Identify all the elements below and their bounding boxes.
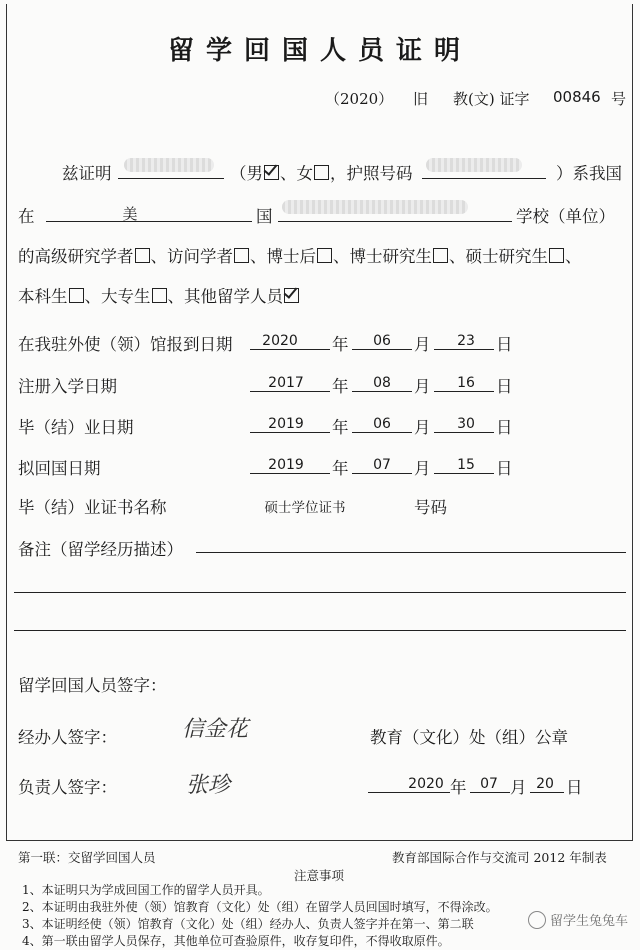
sign-month: 07	[480, 776, 498, 792]
register-month-char: 月	[414, 377, 431, 396]
undergrad-checkbox	[69, 288, 84, 303]
certificate-name: 硕士学位证书	[264, 500, 346, 516]
report-month: 06	[373, 333, 391, 349]
return-year-char: 年	[332, 459, 349, 478]
note-2: 2、本证明由我驻外使（领）馆教育（文化）处（组）在留学人员回国时填写，不得涂改。	[22, 900, 498, 914]
return-day-char: 日	[496, 459, 513, 478]
register-year-char: 年	[332, 377, 349, 396]
gender-row: （男 、女 ，护照号码	[230, 164, 413, 183]
return-month: 07	[373, 457, 391, 473]
register-date-label: 注册入学日期	[18, 377, 117, 396]
female-checkbox	[314, 165, 329, 180]
office-seal-label: 教育（文化）处（组）公章	[370, 728, 568, 747]
other-checkbox	[284, 288, 299, 303]
senior-scholar-checkbox	[135, 248, 150, 263]
sign-month-line	[470, 792, 510, 793]
footer-right: 教育部国际合作与交流司 2012 年制表	[392, 850, 607, 865]
school-redacted	[282, 200, 468, 214]
docno-prefix: 教(文) 证字	[453, 90, 530, 108]
register-day-line	[434, 391, 494, 392]
page-title: 留学回国人员证明	[167, 36, 472, 66]
return-month-line	[352, 473, 412, 474]
watermark-text: 留学生兔兔车	[549, 914, 628, 929]
notes-title: 注意事项	[294, 868, 345, 883]
master-checkbox	[549, 248, 564, 263]
watermark	[528, 910, 628, 929]
passport-redacted	[426, 158, 522, 172]
college-checkbox	[152, 288, 167, 303]
responsible-signature: 张珍	[186, 773, 231, 798]
male-checkbox	[264, 165, 279, 180]
report-year-char: 年	[332, 335, 349, 354]
border-left	[6, 4, 7, 840]
name-underline	[118, 178, 224, 179]
postdoc-checkbox	[317, 248, 332, 263]
graduate-year-line	[250, 432, 330, 433]
graduate-year-char: 年	[332, 418, 349, 437]
graduate-month-line	[352, 432, 412, 433]
sign-day: 20	[536, 776, 554, 792]
remarks-line-3	[14, 630, 626, 631]
sign-year-line	[368, 792, 450, 793]
return-day: 15	[457, 457, 475, 473]
graduate-day: 30	[457, 416, 475, 432]
docno-old: 旧	[413, 90, 429, 108]
register-month: 08	[373, 375, 391, 391]
docno-year: （2020）	[325, 90, 394, 108]
return-day-line	[434, 473, 494, 474]
note-1: 1、本证明只为学成回国工作的留学人员开具。	[22, 883, 270, 897]
category-row-1: 的高级研究学者 、访问学者 、博士后 、博士研究生 、硕士研究生 、	[18, 247, 582, 266]
report-month-char: 月	[414, 335, 431, 354]
school-underline	[278, 221, 512, 222]
border-right	[632, 4, 633, 840]
name-redacted	[124, 158, 214, 172]
report-year-line	[250, 349, 330, 350]
sign-day-line	[530, 792, 564, 793]
graduate-year: 2019	[268, 416, 304, 432]
visiting-scholar-checkbox	[234, 248, 249, 263]
note-4: 4、第一联由留学人员保存，其他单位可查验原件，收存复印件，不得收取原件。	[22, 934, 450, 948]
certificate-number-label: 号码	[414, 498, 447, 517]
category-row-2: 本科生 、大专生 、其他留学人员	[18, 283, 300, 307]
note-3: 3、本证明经使（领）馆教育（文化）处（组）经办人、负责人签字并在第一、第二联	[22, 917, 474, 931]
phd-checkbox	[433, 248, 448, 263]
in-label: 在	[18, 207, 35, 226]
certify-label: 兹证明	[62, 164, 112, 183]
register-year-line	[250, 391, 330, 392]
handler-signature: 信金花	[182, 717, 249, 742]
docno-number: 00846	[553, 88, 601, 106]
country-suffix: 国	[256, 207, 273, 226]
footer-left: 第一联：交留学回国人员	[18, 850, 156, 865]
report-day: 23	[457, 333, 475, 349]
graduate-day-line	[434, 432, 494, 433]
returnee-signature-label: 留学回国人员签字：	[18, 676, 167, 695]
return-year-line	[250, 473, 330, 474]
report-date-label: 在我驻外使（领）馆报到日期	[18, 335, 233, 354]
report-day-line	[434, 349, 494, 350]
report-day-char: 日	[496, 335, 513, 354]
report-year: 2020	[262, 333, 298, 349]
wechat-icon	[528, 911, 546, 929]
country-value: 美	[122, 205, 138, 223]
docno-suffix: 号	[611, 90, 627, 108]
handler-signature-label: 经办人签字：	[18, 728, 117, 747]
graduate-date-label: 毕（结）业日期	[18, 418, 134, 437]
citizen-label: ）系我国	[556, 164, 622, 183]
sign-month-char: 月	[510, 778, 527, 797]
graduate-month: 06	[373, 416, 391, 432]
certificate-label: 毕（结）业证书名称	[18, 498, 167, 517]
remarks-line-1	[196, 552, 626, 553]
border-bottom	[6, 840, 633, 841]
responsible-signature-label: 负责人签字：	[18, 778, 117, 797]
register-month-line	[352, 391, 412, 392]
graduate-day-char: 日	[496, 418, 513, 437]
sign-day-char: 日	[566, 778, 583, 797]
return-date-label: 拟回国日期	[18, 459, 101, 478]
school-label: 学校（单位）	[516, 207, 615, 226]
sign-year-char: 年	[450, 778, 467, 797]
return-year: 2019	[268, 457, 304, 473]
register-day: 16	[457, 375, 475, 391]
graduate-month-char: 月	[414, 418, 431, 437]
register-day-char: 日	[496, 377, 513, 396]
remarks-label: 备注（留学经历描述）	[18, 540, 183, 559]
register-year: 2017	[268, 375, 304, 391]
remarks-line-2	[14, 592, 626, 593]
sign-year: 2020	[408, 776, 444, 792]
return-month-char: 月	[414, 459, 431, 478]
passport-underline	[422, 178, 546, 179]
report-month-line	[352, 349, 412, 350]
